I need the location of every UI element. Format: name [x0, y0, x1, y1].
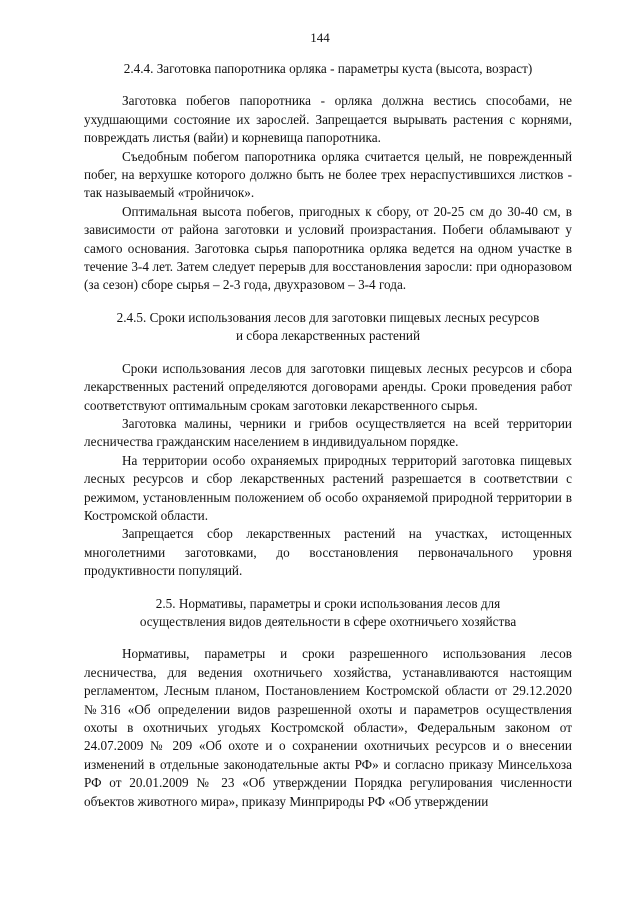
section-heading-2-4-4 [84, 60, 572, 78]
section-heading-2-5 [84, 595, 572, 632]
heading-line: 2.4.4. Заготовка папоротника орляка - параметры куста (высота, возраст) [123, 61, 533, 76]
section-heading-2-4-5 [84, 309, 572, 346]
heading-line: и сбора лекарственных растений [235, 328, 421, 344]
page-content [84, 60, 572, 811]
paragraph: Оптимальная высота побегов, пригодных к сбору, от 20-25 см до 30-40 см, в зависимости от района заготовки и условий произрастания. Побеги обламывают у самого основания. Заготовка сырья папоротника орляка ведется на одном участке в течение 3-4 лет. Затем следует перерыв для восстановления заросли: при одноразовом (за сезон) сборе сырья – 2-3 года, двухразовом – 3-4 года. [84, 203, 572, 293]
paragraph: На территории особо охраняемых природных территорий заготовка пищевых лесных ресурсов и сбор лекарственных растений разрешается в соответствии с режимом, установленным положением об особо охраняемой природной территории в Костромской области. [84, 452, 572, 523]
paragraph: Сроки использования лесов для заготовки пищевых лесных ресурсов и сбора лекарственных растений определяются договорами аренды. Сроки проведения работ соответствуют оптимальным срокам заготовки лекарственного сырья. [84, 360, 572, 413]
paragraph: Съедобным побегом папоротника орляка считается целый, не поврежденный побег, на верхушке которого должно быть не более трех нераспустившихся листков - так называемый «тройничок». [84, 148, 572, 201]
paragraph: Заготовка малины, черники и грибов осуществляется на всей территории лесничества гражданским населением в индивидуальном порядке. [84, 415, 572, 450]
paragraph: Запрещается сбор лекарственных растений на участках, истощенных многолетними заготовками, до восстановления первоначального уровня продуктивности популяций. [84, 526, 572, 579]
heading-line: осуществления видов деятельности в сфере охотничьего хозяйства [139, 613, 517, 629]
heading-line: 2.4.5. Сроки использования лесов для заготовки пищевых лесных ресурсов [116, 309, 540, 325]
paragraph: Нормативы, параметры и сроки разрешенного использования лесов лесничества, для ведения охотничьего хозяйства, устанавливаются настоящим регламентом, Лесным планом, Постановлением Костромской области от 29.12.2020 №316 «Об определении видов разрешенной охоты и параметров осуществления охоты в охотничьих угодьях Костромской области», Федеральным законом от 24.07.2009 № 209 «Об охоте и о сохранении охотничьих ресурсов и о внесении изменений в отдельные законодательные акты РФ» и согласно приказу Минсельхоза РФ от 20.01.2009 № 23 «Об утверждении Порядка регулирования численности объектов животного мира», приказу Минприроды РФ «Об утверждении [84, 646, 572, 809]
heading-line: 2.5. Нормативы, параметры и сроки использования лесов для [155, 595, 501, 611]
paragraph: Заготовка побегов папоротника - орляка должна вестись способами, не ухудшающими состояние их зарослей. Запрещается вырывать растения с корнями, повреждать листья (вайи) и корневища папоротника. [84, 93, 572, 146]
page-number: 144 [310, 30, 330, 45]
